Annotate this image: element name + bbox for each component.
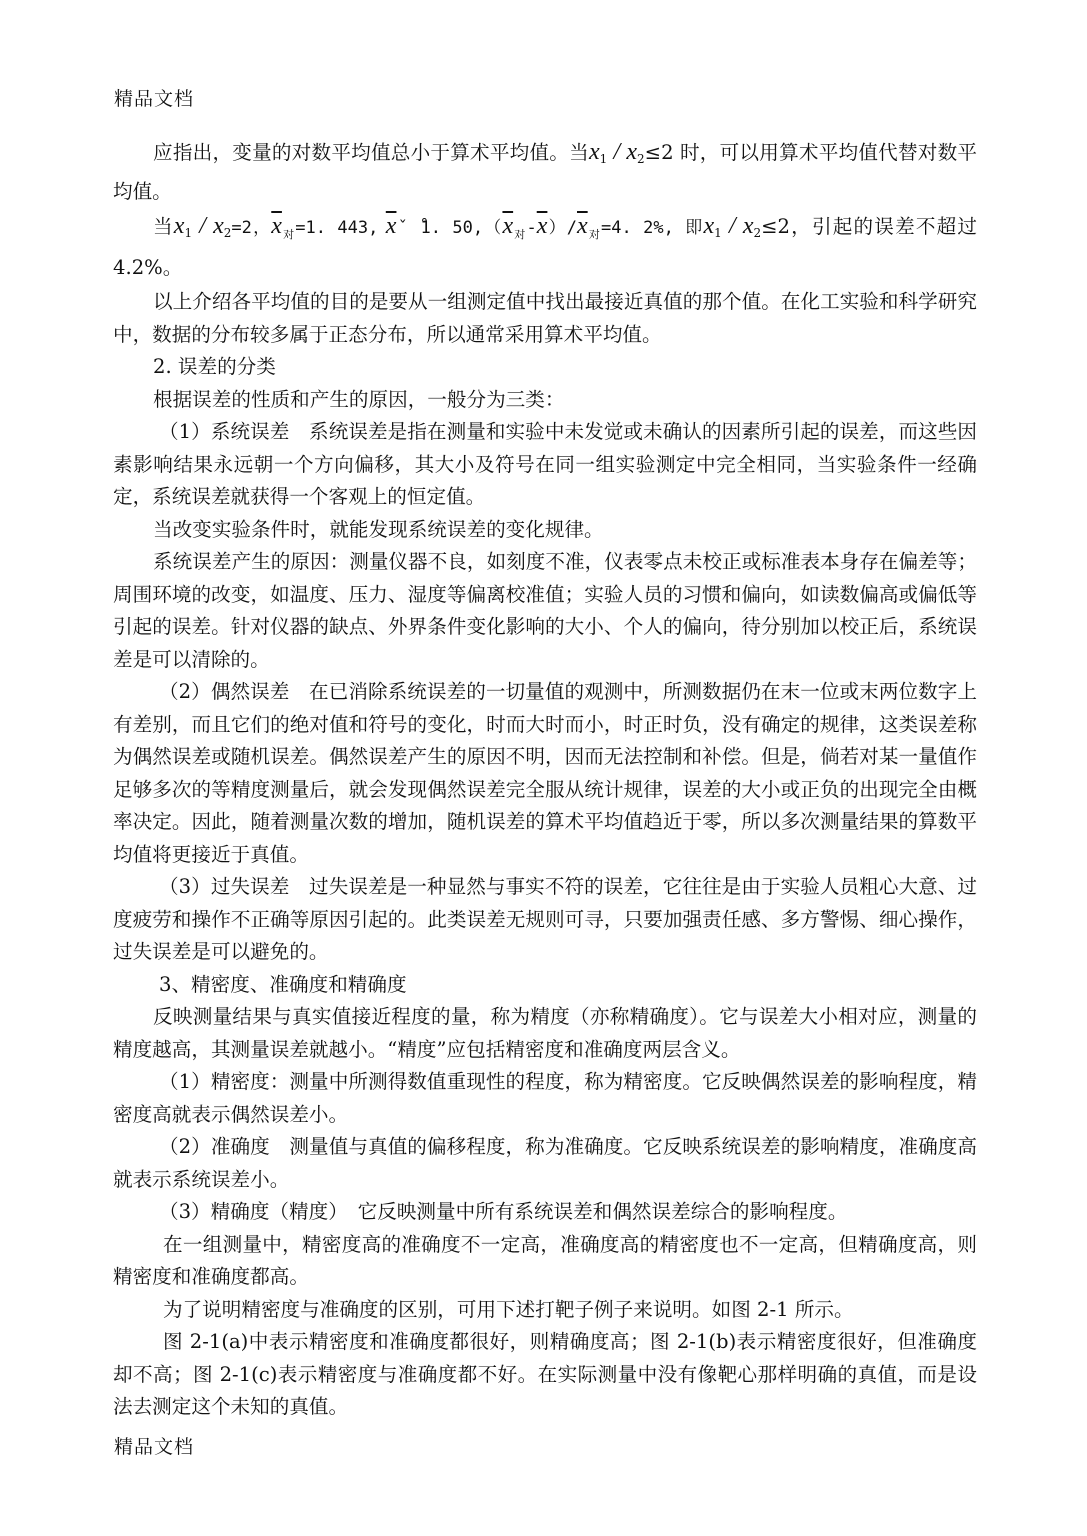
text: =1. 443, [295,218,379,238]
xbar: $\overline{x}$ [577,213,588,239]
slash: / [607,139,627,165]
text: =4. 2%, 即 [601,218,704,238]
var-x1: x [173,213,185,239]
text: ˇ ̊1. 50,（ [396,218,503,238]
paragraph-example [113,210,977,284]
page-footer: 精品文档 [114,1436,195,1458]
subscript: 2 [223,226,232,240]
section-heading-error-types: 2. 误差的分类 [153,355,276,378]
paragraph-random-error: （2）偶然误差 在已消除系统误差的一切量值的观测中，所测数据仍在末一位或末两位数字上有差别，而且它们的绝对值和符号的变化，时而大时而小，时正时负，没有确定的规律，这类误差称为偶然误差或随机误差。偶然误差产生的原因不明，因而无法控制和补偿。但是，倘若对某一量值作足够多次的等精度测量后，就会发现偶然误差完全服从统计规律，误差的大小或正负的出现完全由概率决定。因此，随着测量次数的增加，随机误差的算术平均值趋近于零，所以多次测量结果的算数平均值将更接近于真值。 [113,680,977,866]
xbar: $\overline{x}$ [536,213,548,239]
text: 当 [153,215,174,238]
paragraph-overall-precision: （3）精确度（精度） 它反映测量中所有系统误差和偶然误差综合的影响程度。 [159,1200,848,1223]
xbar: $\overline{x}$ [502,213,514,239]
subscript-dui: 对 [281,228,296,241]
paragraph-precision-definition: 反映测量结果与真实值接近程度的量，称为精度（亦称精确度）。它与误差大小相对应，测量的精度越高，其测量误差就越小。“精度”应包括精密度和准确度两层含义。 [113,1005,977,1061]
subscript: 2 [637,152,645,166]
var-x2: x [626,139,638,165]
section-heading-precision: 3、精密度、准确度和精确度 [159,972,407,996]
paragraph-target-example: 为了说明精密度与准确度的区别，可用下述打靶子例子来说明。如图 2-1 所示。 [163,1297,854,1321]
paragraph-log-mean [113,136,977,208]
text: =2， [231,218,272,238]
slash: / [721,213,743,239]
text: ≤2，引起的误差不超过 4.2%。 [113,215,977,279]
subscript-dui: 对 [513,228,527,241]
paragraph-conditions: 当改变实验条件时，就能发现系统误差的变化规律。 [153,517,604,541]
var-x1: x [588,139,600,165]
paragraph-precision: （1）精密度：测量中所测得数值重现性的程度，称为精密度。它反映偶然误差的影响程度，精密度高就表示偶然误差小。 [113,1070,977,1126]
paragraph-purpose: 以上介绍各平均值的目的是要从一组测定值中找出最接近真值的那个值。在化工实验和科学研究中，数据的分布较多属于正态分布，所以通常采用算术平均值。 [113,290,977,346]
document-body [113,136,977,1424]
paragraph-systematic-error: （1）系统误差 系统误差是指在测量和实验中未发觉或未确认的因素所引起的误差，而这些因素影响结果永远朝一个方向偏移，其大小及符号在同一组实验测定中完全相同，当实验条件一经确定，系统误差就获得一个客观上的恒定值。 [113,420,977,508]
var-x1: x [703,213,715,239]
slash: / [192,213,214,239]
subscript: 1 [714,226,722,240]
var-x2: x [213,213,224,239]
paragraph-gross-error: （3）过失误差 过失误差是一种显然与事实不符的误差，它往往是由于实验人员粗心大意、过度疲劳和操作不正确等原因引起的。此类误差无规则可寻，只要加强责任感、多方警惕、细心操作，过失误差是可以避免的。 [113,875,977,963]
subscript: 1 [184,226,193,240]
paragraph-relationship: 在一组测量中，精密度高的准确度不一定高，准确度高的精密度也不一定高，但精确度高，则精密度和准确度都高。 [113,1232,977,1288]
subscript: 1 [599,152,608,166]
paragraph-systematic-causes: 系统误差产生的原因：测量仪器不良，如刻度不准，仪表零点未校正或标准表本身存在偏差等；周围环境的改变，如温度、压力、湿度等偏离校准值；实验人员的习惯和偏向，如读数偏高或偏低等引起的误差。针对仪器的缺点、外界条件变化影响的大小、个人的偏向，待分别加以校正后，系统误差是可以清除的。 [113,550,977,671]
paragraph-figure-description: 图 2-1(a)中表示精密度和准确度都很好，则精确度高；图 2-1(b)表示精密度很好，但准确度却不高；图 2-1(c)表示精密度与准确度都不好。在实际测量中没有像靶心那样明确的真值，而是设法去测定这个未知的真值。 [113,1330,977,1418]
text: - [526,218,537,238]
xbar: $\overline{x}$ [385,213,397,239]
var-x2: x [742,213,754,239]
xbar: $\overline{x}$ [271,213,282,239]
text: 应指出，变量的对数平均值总小于算术平均值。当 [153,141,589,164]
text: ≤2 时，可以用算术平均值代替对数平均值。 [113,141,977,203]
paragraph-classification: 根据误差的性质和产生的原因，一般分为三类： [153,387,565,411]
paragraph-accuracy: （2）准确度 测量值与真值的偏移程度，称为准确度。它反映系统误差的影响精度，准确度高就表示系统误差小。 [113,1135,977,1191]
subscript-dui: 对 [587,228,602,241]
subscript: 2 [753,226,762,240]
text: ）/ [547,218,577,238]
page-header: 精品文档 [114,88,195,110]
